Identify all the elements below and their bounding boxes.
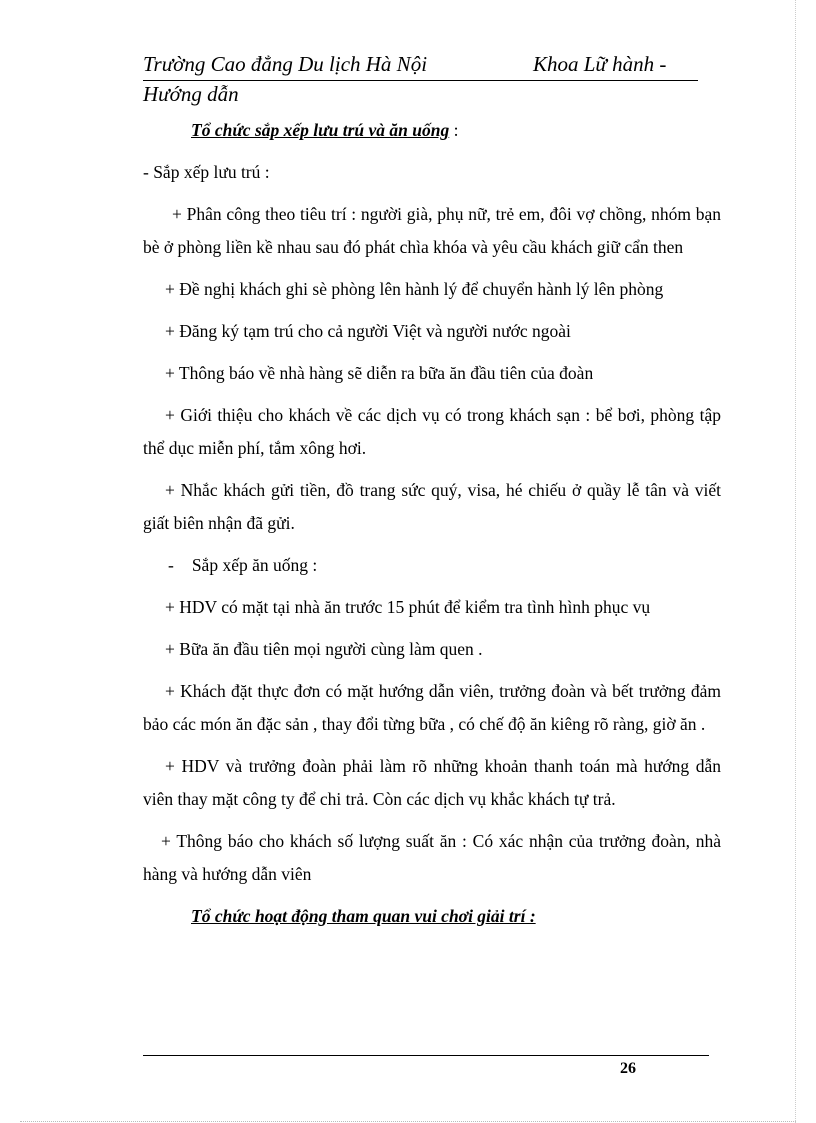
header-faculty-continuation: Hướng dẫn xyxy=(143,82,239,106)
section-heading-sightseeing: Tổ chức hoạt động tham quan vui chơi giải trí : xyxy=(191,906,536,926)
meals-item: + Khách đặt thực đơn có mặt hướng dẫn viên, trưởng đoàn và bết trưởng đảm bảo các món ăn đặc sản , thay đổi từng bữa , có chế độ ăn kiêng rõ ràng, giờ ăn . xyxy=(143,681,721,734)
header-school-name: Trường Cao đẳng Du lịch Hà Nội xyxy=(143,52,428,76)
meals-item: + HDV và trưởng đoàn phải làm rõ những khoản thanh toán mà hướng dẫn viên thay mặt công ty để chi trả. Còn các dịch vụ khắc khách tự trả. xyxy=(143,756,721,809)
footer-divider xyxy=(143,1055,709,1056)
meals-title-row xyxy=(143,549,721,582)
section-heading-lodging-meals: Tổ chức sắp xếp lưu trú và ăn uống : xyxy=(191,120,459,140)
meals-item: + Thông báo cho khách số lượng suất ăn : Có xác nhận của trưởng đoàn, nhà hàng và hướng dẫn viên xyxy=(143,831,721,884)
lodging-item: + Đăng ký tạm trú cho cả người Việt và người nước ngoài xyxy=(165,321,571,341)
meals-bullet: - xyxy=(168,555,174,575)
lodging-item: + Giới thiệu cho khách về các dịch vụ có trong khách sạn : bể bơi, phòng tập thể dục miễn phí, tắm xông hơi. xyxy=(143,405,721,458)
lodging-item: + Thông báo về nhà hàng sẽ diễn ra bữa ăn đầu tiên của đoàn xyxy=(165,363,594,383)
document-body xyxy=(143,114,721,933)
page-header xyxy=(143,52,698,107)
meals-item: + Bữa ăn đầu tiên mọi người cùng làm quen . xyxy=(165,639,483,659)
page-number: 26 xyxy=(620,1060,636,1077)
header-row xyxy=(143,52,698,81)
lodging-item: + Nhắc khách gửi tiền, đồ trang sức quý, visa, hé chiếu ở quầy lễ tân và viết giất biên nhận đã gửi. xyxy=(143,480,721,533)
page-edge-right xyxy=(795,0,796,1123)
page-edge-bottom xyxy=(20,1121,796,1122)
meals-item: + HDV có mặt tại nhà ăn trước 15 phút để kiểm tra tình hình phục vụ xyxy=(165,597,651,617)
header-faculty-name: Khoa Lữ hành - xyxy=(533,52,667,76)
lodging-item: + Đề nghị khách ghi sè phòng lên hành lý để chuyển hành lý lên phòng xyxy=(165,279,664,299)
meals-title: Sắp xếp ăn uống : xyxy=(191,555,318,575)
lodging-title: - Sắp xếp lưu trú : xyxy=(143,162,270,182)
lodging-item: + Phân công theo tiêu trí : người già, phụ nữ, trẻ em, đôi vợ chồng, nhóm bạn bè ở phòng liền kề nhau sau đó phát chìa khóa và yêu cầu khách giữ cẩn then xyxy=(143,204,721,257)
